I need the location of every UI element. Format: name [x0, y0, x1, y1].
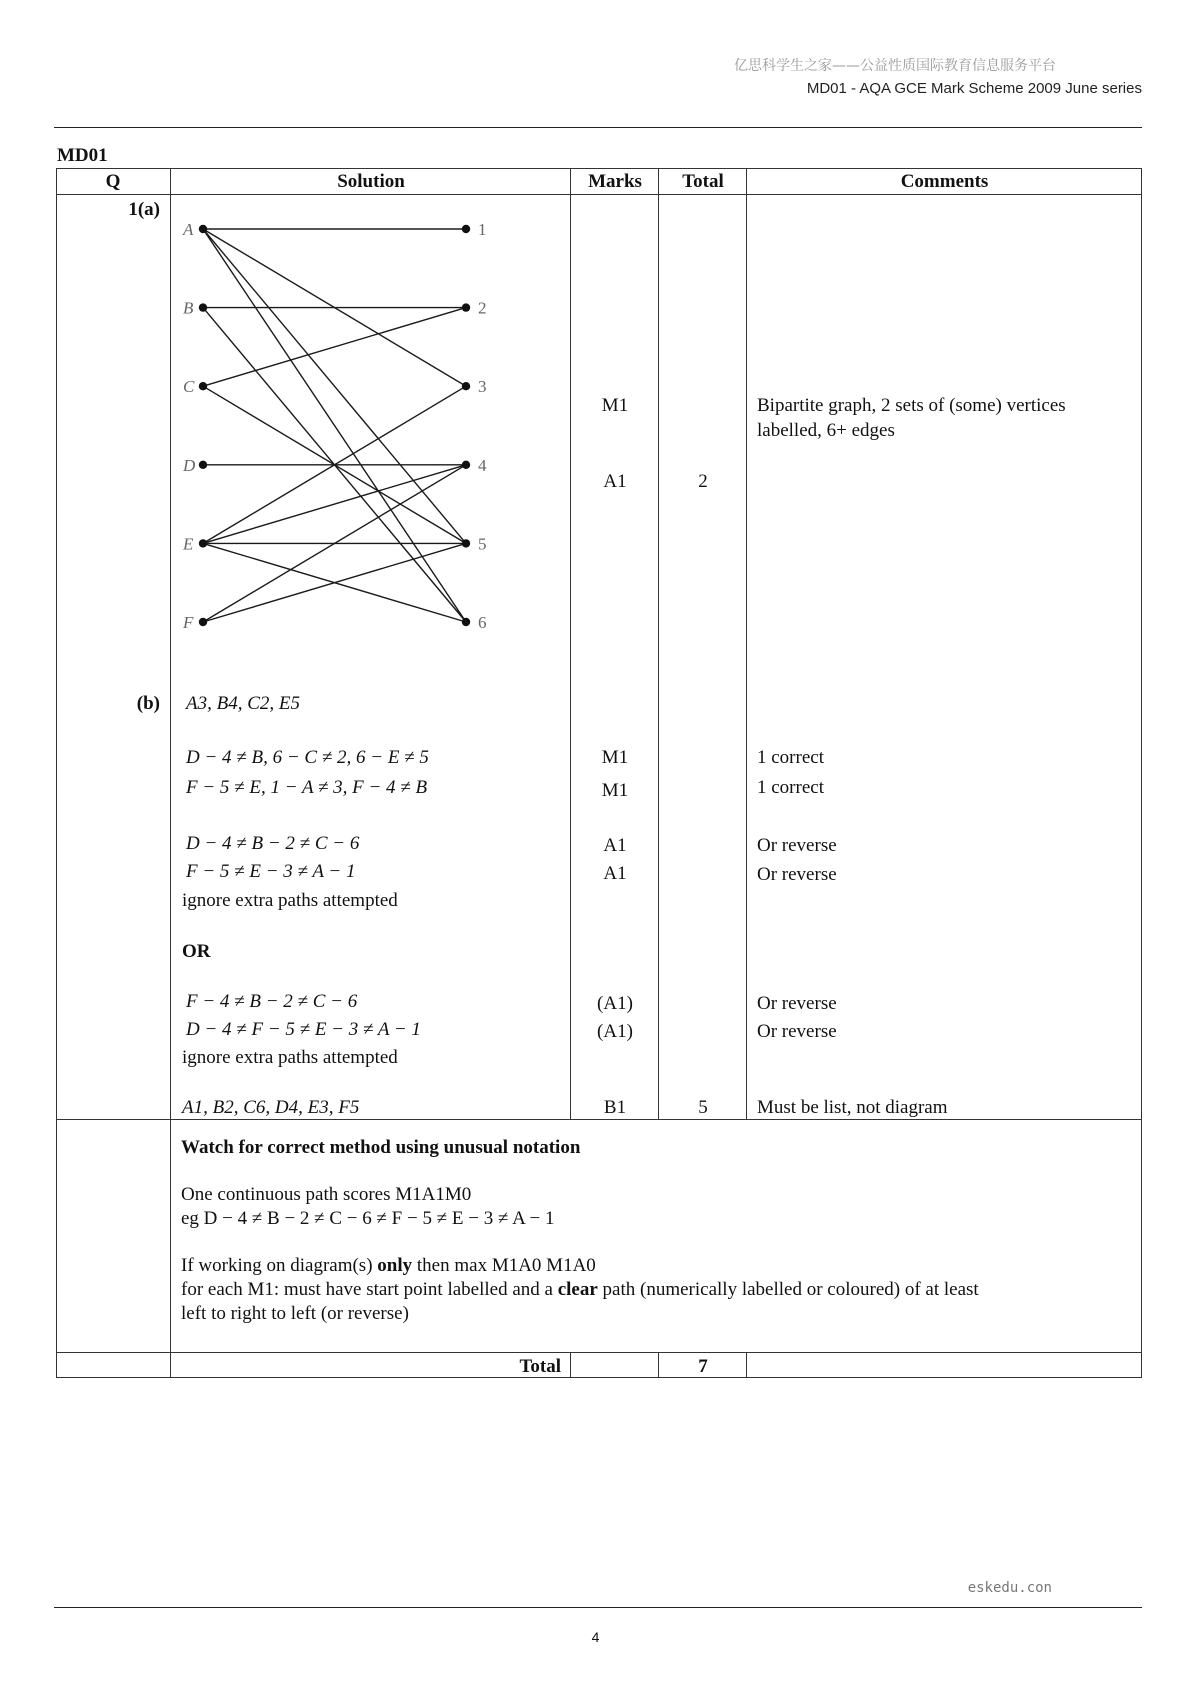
col-header-comments: Comments: [900, 171, 989, 192]
graph-edge-C2: [203, 308, 466, 387]
total-label: Total: [519, 1356, 561, 1377]
q1b-final-matching: A1, B2, C6, D4, E3, F5: [182, 1097, 360, 1118]
q1b-comment-1: 1 correct: [757, 747, 824, 768]
graph-vertex-label-E: E: [183, 534, 194, 554]
q1b-comment-3: Or reverse: [757, 835, 837, 856]
col-line-left: [56, 168, 57, 1378]
notes-continuous-1: One continuous path scores M1A1M0: [181, 1184, 472, 1205]
q1b-augment-2: F − 5 ≠ E − 3 ≠ A − 1: [186, 861, 356, 882]
notes-each-m1: [181, 1278, 1131, 1302]
graph-edge-A6: [203, 229, 466, 622]
q1b-alt-path-2: D − 4 ≠ F − 5 ≠ E − 3 ≠ A − 1: [186, 1019, 421, 1040]
notes-each-post: path (numerically labelled or coloured) of at least: [597, 1279, 979, 1300]
q1b-alt-path-1: F − 4 ≠ B − 2 ≠ C − 6: [186, 991, 358, 1012]
question-label-1b: (b): [136, 693, 160, 714]
footer-rule: [54, 1607, 1142, 1608]
header-title: MD01 - AQA GCE Mark Scheme 2009 June series: [806, 80, 1142, 97]
q1b-mark-m1a: M1: [601, 747, 629, 768]
q1b-mark-alt-a: (A1): [597, 993, 633, 1014]
graph-vertex-label-4: 4: [478, 455, 487, 475]
graph-vertex-B: [199, 303, 207, 311]
graph-vertex-label-3: 3: [478, 377, 487, 397]
col-header-q: Q: [105, 171, 121, 192]
graph-vertex-label-2: 2: [478, 298, 487, 318]
graph-vertex-4: [462, 461, 470, 469]
col-header-marks: Marks: [588, 171, 642, 192]
notes-diagram: [181, 1254, 1131, 1278]
graph-vertex-2: [462, 303, 470, 311]
question-label-1a: 1(a): [128, 199, 160, 220]
q1a-comment-2: labelled, 6+ edges: [757, 420, 895, 441]
graph-vertex-label-B: B: [183, 298, 194, 318]
col-header-total: Total: [682, 171, 724, 192]
q1b-initial-matching: A3, B4, C2, E5: [186, 693, 300, 714]
marking-notes: [181, 1136, 1131, 1326]
q1a-total: 2: [698, 471, 708, 492]
graph-vertex-1: [462, 225, 470, 233]
notes-diagram-pre: If working on diagram(s): [181, 1255, 378, 1276]
col-line-marks: [658, 168, 659, 1120]
graph-vertex-C: [199, 382, 207, 390]
graph-vertex-label-6: 6: [478, 613, 487, 632]
q1b-paths-line-1: D − 4 ≠ B, 6 − C ≠ 2, 6 − E ≠ 5: [186, 747, 429, 768]
q1b-comment-7: Must be list, not diagram: [757, 1097, 948, 1118]
graph-vertex-label-1: 1: [478, 220, 487, 239]
graph-vertex-E: [199, 539, 207, 547]
total-value: 7: [698, 1356, 708, 1377]
col-line-solution-total: [570, 1352, 571, 1378]
q1b-or-label: OR: [182, 941, 211, 962]
notes-continuous-2: eg D − 4 ≠ B − 2 ≠ C − 6 ≠ F − 5 ≠ E − 3 ≠ A − 1: [181, 1208, 555, 1229]
q1a-mark-a1: A1: [603, 471, 627, 492]
col-line-total: [746, 168, 747, 1120]
graph-vertex-label-5: 5: [478, 534, 487, 554]
header-rule-bottom: [56, 194, 1142, 195]
col-line-solution: [570, 168, 571, 1120]
q1b-mark-a1a: A1: [603, 835, 627, 856]
q1b-paths-line-2: F − 5 ≠ E, 1 − A ≠ 3, F − 4 ≠ B: [186, 777, 428, 798]
q1b-comment-5: Or reverse: [757, 993, 837, 1014]
q1b-ignore-2: ignore extra paths attempted: [182, 1047, 398, 1068]
q1b-mark-b1: B1: [603, 1097, 627, 1118]
notes-each-line2: left to right to left (or reverse): [181, 1303, 409, 1324]
notes-row-bottom: [56, 1352, 1142, 1353]
q1b-ignore-1: ignore extra paths attempted: [182, 890, 398, 911]
graph-edge-E4: [203, 465, 466, 544]
q1-row-bottom: [56, 1119, 1142, 1120]
q1b-mark-m1b: M1: [601, 780, 629, 801]
notes-diagram-post: then max M1A0 M1A0: [412, 1255, 596, 1276]
graph-vertex-label-F: F: [183, 613, 194, 632]
graph-vertex-5: [462, 539, 470, 547]
graph-vertex-6: [462, 618, 470, 626]
q1b-total: 5: [698, 1097, 708, 1118]
graph-vertex-label-A: A: [183, 220, 194, 239]
page-number: 4: [591, 1629, 600, 1645]
col-header-solution: Solution: [337, 171, 405, 192]
notes-diagram-bold: only: [377, 1255, 413, 1276]
footer-brand: eskedu.con: [967, 1580, 1052, 1596]
graph-vertex-A: [199, 225, 207, 233]
notes-each-pre: for each M1: must have start point labelled and a: [181, 1279, 558, 1300]
q1b-comment-2: 1 correct: [757, 777, 824, 798]
graph-vertex-label-C: C: [183, 377, 195, 397]
graph-edge-A5: [203, 229, 466, 543]
graph-vertex-F: [199, 618, 207, 626]
col-line-q: [170, 168, 171, 1378]
q1b-augment-1: D − 4 ≠ B − 2 ≠ C − 6: [186, 833, 360, 854]
q1b-mark-alt-b: (A1): [597, 1021, 633, 1042]
graph-vertex-3: [462, 382, 470, 390]
q1b-comment-6: Or reverse: [757, 1021, 837, 1042]
q1b-mark-a1b: A1: [603, 863, 627, 884]
notes-each-bold: clear: [557, 1279, 598, 1300]
bipartite-graph: [178, 210, 508, 640]
q1a-mark-m1: M1: [601, 395, 629, 416]
graph-vertex-label-D: D: [183, 455, 196, 475]
q1b-comment-4: Or reverse: [757, 864, 837, 885]
header-rule: [54, 127, 1142, 128]
section-title: MD01: [57, 145, 108, 166]
notes-watch: Watch for correct method using unusual notation: [181, 1137, 581, 1158]
graph-vertex-D: [199, 461, 207, 469]
header-chinese: 亿思科学生之家——公益性质国际教育信息服务平台: [734, 58, 1056, 74]
bipartite-graph-svg: [178, 210, 508, 640]
q1a-comment: Bipartite graph, 2 sets of (some) vertices: [757, 395, 1066, 416]
col-line-right: [1141, 168, 1142, 1378]
